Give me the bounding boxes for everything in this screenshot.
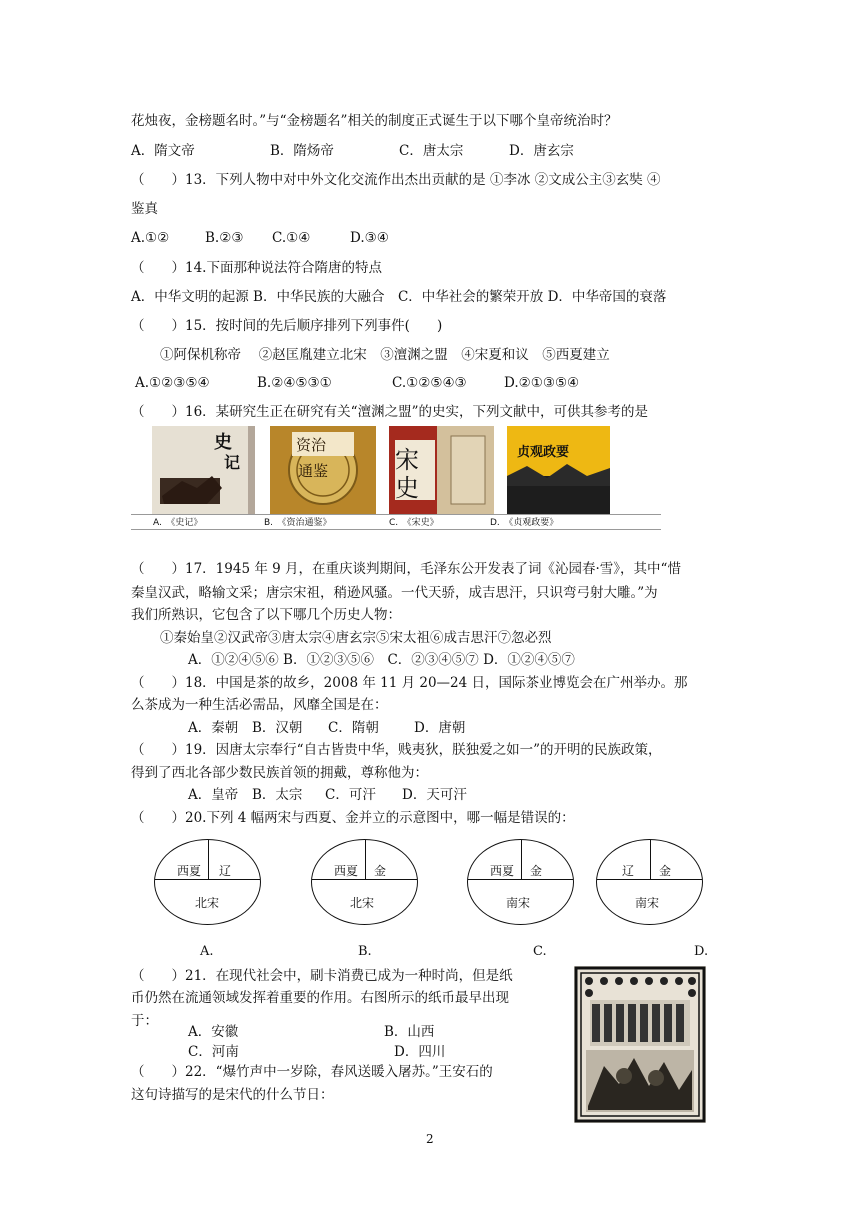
q15-option-c: C.①②⑤④③ [392, 375, 467, 391]
q13-option-b: B.②③ [205, 230, 244, 246]
q18-stem-2: 么茶成为一种生活必需品，风靡全国是在： [131, 697, 388, 713]
diagram-label-c: C. [533, 944, 547, 959]
q21-option-a: A．安徽 [188, 1024, 239, 1040]
q21-option-c: C．河南 [188, 1044, 239, 1060]
q20-stem: （ ）20.下列 4 幅两宋与西夏、金并立的示意图中，哪一幅是错误的： [131, 810, 575, 826]
q17-stem-3: 我们所熟识，它包含了以下哪几个历史人物： [131, 607, 401, 623]
jiaozi-banknote-image [574, 966, 706, 1123]
diagram-b-left-label: 西夏 [334, 864, 359, 878]
q19-option-c: C．可汗 [325, 787, 376, 803]
diagram-b-right-label: 金 [374, 864, 387, 878]
diagram-d-right-label: 金 [659, 864, 672, 878]
q18-option-b: B．汉朝 [252, 720, 303, 736]
page-number: 2 [426, 1132, 434, 1146]
book-caption-b: B. 《资治通鉴》 [264, 518, 332, 528]
songshi-cover-art [389, 426, 494, 514]
q12-stem-continued: 花烛夜，金榜题名时。”与“金榜题名”相关的制度正式诞生于以下哪个皇帝统治时？ [131, 113, 618, 129]
diagram-d-bottom-label: 南宋 [635, 896, 660, 910]
q22-stem: （ ）22．“爆竹声中一岁除，春风送暖入屠苏。”王安石的 [131, 1064, 493, 1080]
q22-stem-2: 这句诗描写的是宋代的什么节日： [131, 1087, 334, 1103]
q15-option-d: D.②①③⑤④ [504, 375, 580, 391]
q19-option-a: A．皇帝 [188, 787, 239, 803]
q15-events: ①阿保机称帝 ②赵匡胤建立北宋 ③澶渊之盟 ④宋夏和议 ⑤西夏建立 [160, 347, 610, 363]
q14-options: A．中华文明的起源 B．中华民族的大融合 C．中华社会的繁荣开放 D．中华帝国的衰落 [131, 289, 667, 305]
q12-option-c: C．唐太宗 [399, 143, 464, 159]
diagram-c-right-label: 金 [530, 864, 543, 878]
q13-stem-continued: 鉴真 [131, 201, 158, 217]
q12-option-a: A．隋文帝 [131, 143, 195, 159]
zizhitongjian-cover-art [270, 426, 376, 514]
svg-text:记: 记 [224, 453, 241, 472]
q17-stem: （ ）17．1945 年 9 月，在重庆谈判期间，毛泽东公开发表了词《沁园春·雪》，其中“惜 [131, 561, 681, 577]
q21-option-d: D．四川 [394, 1044, 446, 1060]
q12-option-d: D．唐玄宗 [509, 143, 574, 159]
diagram-label-d: D. [694, 944, 709, 959]
diagram-c-left-label: 西夏 [490, 864, 515, 878]
q19-stem-2: 得到了西北各部少数民族首领的拥戴，尊称他为： [131, 765, 428, 781]
book-caption-a: A. 《史记》 [153, 518, 203, 528]
svg-text:史: 史 [395, 474, 419, 502]
svg-text:贞观政要: 贞观政要 [517, 445, 570, 460]
q19-option-d: D．天可汗 [402, 787, 467, 803]
map-diagram-c [467, 839, 574, 925]
svg-text:资治: 资治 [296, 436, 327, 454]
q18-stem: （ ）18．中国是茶的故乡，2008 年 11 月 20—24 日，国际茶业博览会在广州举办。那 [131, 675, 688, 691]
q13-stem: （ ）13．下列人物中对中外文化交流作出杰出贡献的是 ①李冰 ②文成公主③玄奘 ④ [131, 172, 661, 188]
q18-option-c: C．隋朝 [328, 720, 379, 736]
map-diagram-d [596, 839, 703, 925]
q21-option-b: B．山西 [384, 1024, 435, 1040]
book-cover-songshi [389, 426, 494, 514]
map-diagram-b [311, 839, 418, 925]
map-diagram-a [154, 839, 261, 925]
diagram-a-bottom-label: 北宋 [195, 896, 220, 910]
q15-option-a: A.①②③⑤④ [135, 375, 210, 391]
book-cover-zhenguanzhengyao [507, 426, 610, 514]
q18-option-a: A．秦朝 [188, 720, 239, 736]
zhenguanzhengyao-cover-art [507, 426, 610, 514]
q19-option-b: B．太宗 [252, 787, 303, 803]
q15-stem: （ ）15．按时间的先后顺序排列下列事件( ) [131, 318, 443, 334]
q21-stem-3: 于： [131, 1013, 158, 1029]
diagram-b-bottom-label: 北宋 [350, 896, 375, 910]
q16-stem: （ ）16．某研究生正在研究有关“澶渊之盟”的史实，下列文献中，可供其参考的是 [131, 404, 648, 420]
book-caption-d: D. 《贞观政要》 [490, 518, 559, 528]
q21-stem: （ ）21．在现代社会中，刷卡消费已成为一种时尚，但是纸 [131, 968, 513, 984]
book-cover-shiji [152, 426, 255, 514]
q15-option-b: B.②④⑤③① [257, 375, 332, 391]
shiji-cover-art [152, 426, 255, 514]
diagram-c-bottom-label: 南宋 [506, 896, 531, 910]
q18-option-d: D．唐朝 [414, 720, 466, 736]
q13-option-d: D.③④ [350, 230, 389, 246]
q14-stem: （ ）14.下面那种说法符合隋唐的特点 [131, 260, 382, 276]
q19-stem: （ ）19．因唐太宗奉行“自古皆贵中华，贱夷狄，朕独爱之如一”的开明的民族政策， [131, 742, 662, 758]
diagram-label-b: B. [358, 944, 372, 959]
book-caption-c: C. 《宋史》 [389, 518, 439, 528]
q12-option-b: B．隋炀帝 [270, 143, 334, 159]
diagram-label-a: A. [200, 944, 214, 959]
book-cover-zizhitongjian [270, 426, 376, 514]
q13-option-a: A.①② [131, 230, 170, 246]
svg-text:通鉴: 通鉴 [298, 462, 329, 480]
q21-stem-2: 币仍然在流通领域发挥着重要的作用。右图所示的纸币最早出现 [131, 990, 509, 1006]
diagram-a-right-label: 辽 [219, 864, 232, 878]
q17-options: A．①②④⑤⑥ B．①②③⑤⑥ C．②③④⑤⑦ D．①②④⑤⑦ [188, 652, 575, 668]
svg-text:宋: 宋 [395, 446, 419, 474]
q13-option-c: C.①④ [272, 230, 311, 246]
diagram-d-left-label: 辽 [622, 864, 635, 878]
svg-text:史: 史 [214, 432, 232, 453]
q17-people-list: ①秦始皇②汉武帝③唐太宗④唐玄宗⑤宋太祖⑥成吉思汗⑦忽必烈 [160, 630, 552, 646]
q17-stem-2: 秦皇汉武，略输文采；唐宗宋祖，稍逊风骚。一代天骄，成吉思汗，只识弯弓射大雕。”为 [131, 585, 658, 601]
diagram-a-left-label: 西夏 [177, 864, 202, 878]
jiaozi-banknote-art [574, 966, 706, 1123]
